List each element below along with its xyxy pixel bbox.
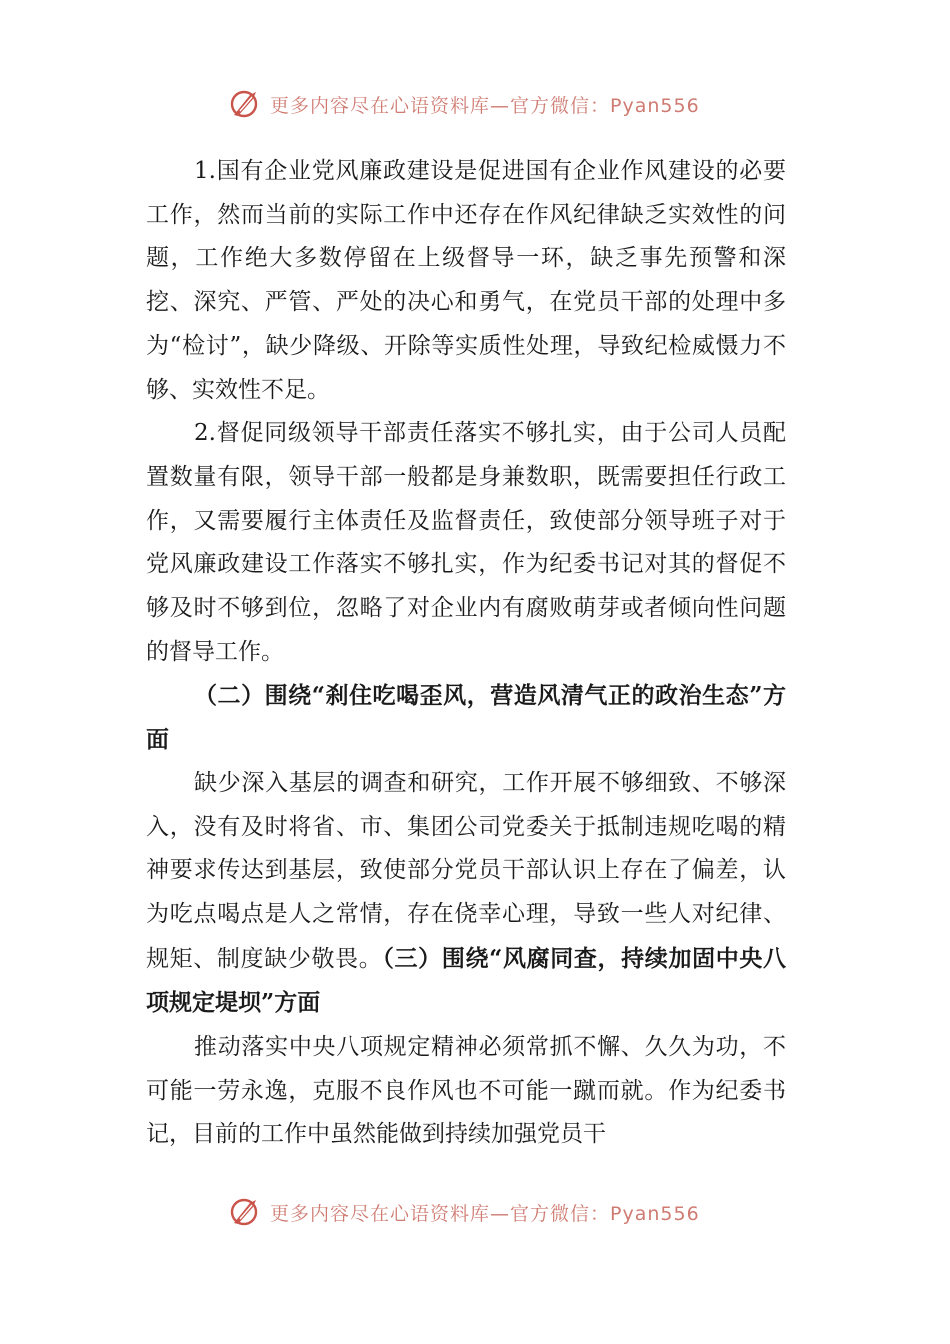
document-body bbox=[146, 150, 786, 1157]
pen-nib-logo-icon bbox=[228, 87, 262, 121]
watermark-text: 更多内容尽在心语资料库—官方微信：Pyan556 bbox=[270, 94, 700, 117]
footer-watermark bbox=[228, 1194, 748, 1230]
paragraph-1: 1.国有企业党风廉政建设是促进国有企业作风建设的必要工作，然而当前的实际工作中还存在作风纪律缺乏实效性的问题，工作绝大多数停留在上级督导一环，缺乏事先预警和深挖、深究、严管、严处的决心和勇气，在党员干部的处理中多为“检讨”，缺少降级、开除等实质性处理，导致纪检威慑力不够、实效性不足。 bbox=[146, 158, 786, 403]
section-heading-3: （三）围绕“风腐同查，持续加固中央八项规定堤坝”方面 bbox=[146, 944, 787, 1017]
section-heading-2: （二）围绕“刹住吃喝歪风，营造风清气正的政治生态”方面 bbox=[146, 682, 786, 754]
watermark-text: 更多内容尽在心语资料库—官方微信：Pyan556 bbox=[270, 1202, 700, 1225]
paragraph-3 bbox=[146, 762, 786, 1026]
paragraph-3-text: 缺少深入基层的调查和研究，工作开展不够细致、不够深入，没有及时将省、市、集团公司党委关于抵制违规吃喝的精神要求传达到基层，致使部分党员干部认识上存在了偏差，认为吃点喝点是人之常情，存在侥幸心理，导致一些人对纪律、规矩、制度缺少敬畏。 bbox=[146, 769, 786, 972]
header-watermark bbox=[228, 86, 748, 122]
pen-nib-logo-icon bbox=[228, 1195, 262, 1229]
paragraph-2: 2.督促同级领导干部责任落实不够扎实，由于公司人员配置数量有限，领导干部一般都是身兼数职，既需要担任行政工作，又需要履行主体责任及监督责任，致使部分领导班子对于党风廉政建设工作落实不够扎实，作为纪委书记对其的督促不够及时不够到位，忽略了对企业内有腐败萌芽或者倾向性问题的督导工作。 bbox=[146, 420, 786, 665]
paragraph-4: 推动落实中央八项规定精神必须常抓不懈、久久为功，不可能一劳永逸，克服不良作风也不可能一蹴而就。作为纪委书记，目前的工作中虽然能做到持续加强党员干 bbox=[146, 1034, 786, 1148]
